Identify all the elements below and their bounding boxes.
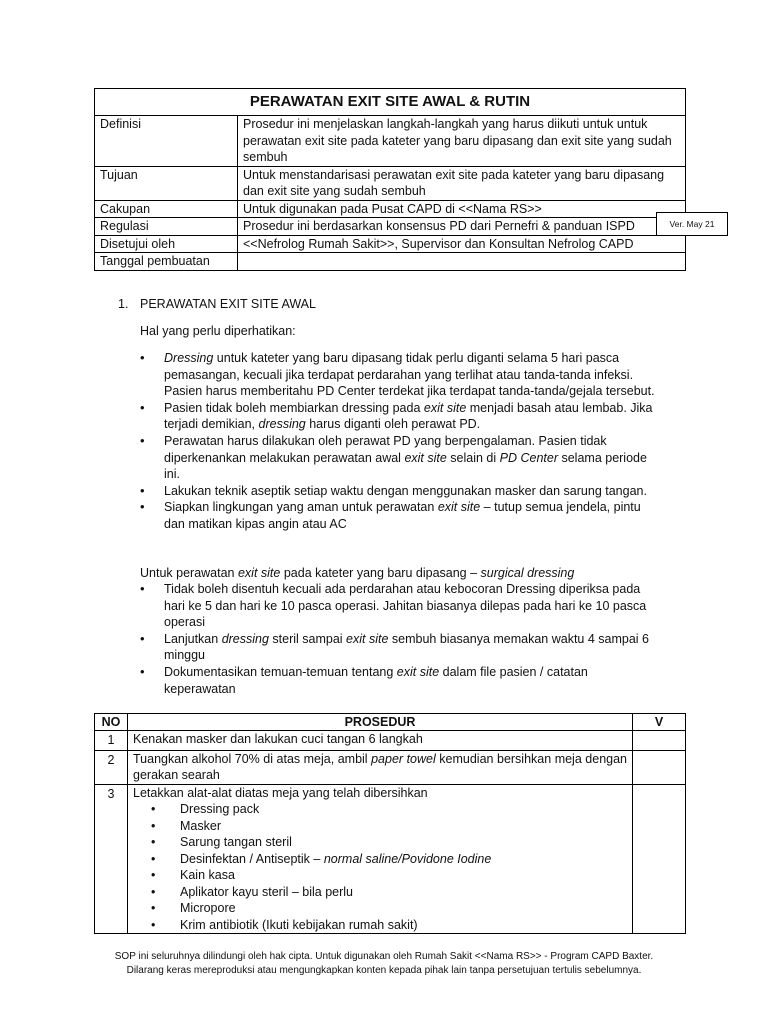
header-label: Cakupan xyxy=(95,200,238,218)
footer-line: Dilarang keras mereproduksi atau mengungkapkan konten kepada pihak lain tanpa persetujuan tertulis sebelumnya. xyxy=(126,965,642,976)
table-row xyxy=(95,750,686,784)
section-heading xyxy=(118,296,316,313)
list-item: • Krim antibiotik (Ikuti kebijakan rumah sakit) xyxy=(133,917,627,934)
column-header-prosedur: PROSEDUR xyxy=(128,714,633,731)
item-text: pada kateter yang baru dipasang – xyxy=(280,566,481,580)
header-row-tujuan xyxy=(95,166,686,200)
header-label: Disetujui oleh xyxy=(95,235,238,253)
row-text: Kenakan masker dan lakukan cuci tangan 6 langkah xyxy=(128,731,633,751)
item-text: kemudian bersihkan meja dengan gerakan searah xyxy=(133,751,628,782)
item-text: sembuh biasanya memakan waktu 4 sampai 6 minggu xyxy=(164,631,649,663)
emphasis-text: paper towel xyxy=(371,751,436,766)
emphasis-text: exit site xyxy=(437,500,481,515)
emphasis-text: normal saline/Povidone Iodine xyxy=(323,851,492,866)
list-item: • Sarung tangan steril xyxy=(133,834,627,851)
list-item xyxy=(133,851,627,868)
check-cell xyxy=(633,784,686,934)
check-cell xyxy=(633,731,686,751)
table-header-row xyxy=(95,714,686,731)
list-item: • Aplikator kayu steril – bila perlu xyxy=(133,884,627,901)
subsection-intro xyxy=(140,565,574,582)
row-text xyxy=(128,784,633,934)
header-label: Tujuan xyxy=(95,166,238,200)
list-item xyxy=(140,433,660,483)
emphasis-text: surgical dressing xyxy=(480,566,575,580)
header-label: Definisi xyxy=(95,116,238,167)
header-row-definisi xyxy=(95,116,686,167)
row-number: 1 xyxy=(95,731,128,751)
item-text: Siapkan lingkungan yang aman untuk perawatan xyxy=(164,500,438,515)
header-value: Prosedur ini menjelaskan langkah-langkah yang harus diikuti untuk untuk perawatan exit site pada kateter yang baru dipasang dan exit site yang sudah sembuh xyxy=(238,116,686,167)
header-row-regulasi xyxy=(95,218,686,236)
list-item: • Dressing pack xyxy=(133,801,627,818)
procedure-table xyxy=(94,713,686,934)
item-text: Desinfektan / Antiseptik – xyxy=(180,851,324,866)
list-item: • Micropore xyxy=(133,900,627,917)
emphasis-text: exit site xyxy=(237,566,281,580)
item-text: Untuk perawatan xyxy=(140,566,238,580)
header-value: Prosedur ini berdasarkan konsensus PD dari Pernefri & panduan ISPD xyxy=(238,218,686,236)
item-text: selama periode ini. xyxy=(164,450,647,482)
header-label: Tanggal pembuatan xyxy=(95,253,238,271)
header-row-tanggal xyxy=(95,253,686,271)
version-label: Ver. May 21 xyxy=(656,212,728,236)
item-text: steril sampai xyxy=(268,631,347,646)
table-row xyxy=(95,784,686,934)
item-text: selain di xyxy=(446,450,500,465)
list-item xyxy=(140,499,660,532)
item-text: Pasien tidak boleh membiarkan dressing pada xyxy=(164,400,424,415)
copyright-footer xyxy=(60,950,708,978)
document-title: PERAWATAN EXIT SITE AWAL & RUTIN xyxy=(95,89,686,116)
list-item xyxy=(140,631,660,664)
row-number: 2 xyxy=(95,750,128,784)
item-text: Perawatan harus dilakukan oleh perawat PD yang berpengalaman. Pasien tidak diperkenankan melakukan perawatan awal xyxy=(164,433,607,465)
emphasis-text: exit site xyxy=(346,631,389,646)
item-text: untuk kateter yang baru dipasang tidak perlu diganti selama 5 hari pasca pemasangan, kecuali jika terdapat perdarahan yang terlihat atau tanda-tanda infeksi. Pasien harus memberitahu PD Center terdekat jika terdapat tanda-tanda/gejala tersebut. xyxy=(164,351,655,399)
emphasis-text: exit site xyxy=(423,400,467,415)
section-number: 1. xyxy=(118,297,129,311)
emphasis-text: dressing xyxy=(258,417,306,432)
header-value: <<Nefrolog Rumah Sakit>>, Supervisor dan Konsultan Nefrolog CAPD xyxy=(238,235,686,253)
list-item xyxy=(140,483,660,500)
header-value: Untuk menstandarisasi perawatan exit site pada kateter yang baru dipasang dan exit site yang sudah sembuh xyxy=(238,166,686,200)
emphasis-text: Dressing xyxy=(164,351,214,365)
surgical-dressing-list xyxy=(140,581,660,697)
item-text: – tutup semua jendela, pintu dan matikan kipas angin atau AC xyxy=(164,500,641,531)
list-item: • Masker xyxy=(133,818,627,835)
sop-header-table xyxy=(94,88,686,271)
footer-line: SOP ini seluruhnya dilindungi oleh hak cipta. Untuk digunakan oleh Rumah Sakit <<Nama RS>> - Program CAPD Baxter. xyxy=(114,951,654,962)
equipment-list xyxy=(133,801,627,933)
row-number: 3 xyxy=(95,784,128,934)
emphasis-text: exit site xyxy=(396,664,440,679)
header-value xyxy=(238,253,686,271)
item-text: Tuangkan alkohol 70% di atas meja, ambil xyxy=(133,751,372,766)
row-text xyxy=(128,750,633,784)
item-text: dalam file pasien / catatan keperawatan xyxy=(164,664,588,696)
item-text: Lanjutkan xyxy=(164,631,222,646)
header-row-cakupan xyxy=(95,200,686,218)
item-text: Tidak boleh disentuh kecuali ada perdarahan atau kebocoran Dressing diperiksa pada hari ke 5 dan hari ke 10 pasca operasi. Jahitan biasanya dilepas pada hari ke 10 pasca operasi xyxy=(164,582,647,630)
notes-list xyxy=(140,350,660,533)
column-header-v: V xyxy=(633,714,686,731)
item-text: Letakkan alat-alat diatas meja yang telah dibersihkan xyxy=(133,785,428,800)
list-item xyxy=(140,664,660,697)
list-item: • Kain kasa xyxy=(133,867,627,884)
list-item xyxy=(140,400,660,433)
header-row-disetujui xyxy=(95,235,686,253)
item-text: Dokumentasikan temuan-temuan tentang xyxy=(164,664,397,679)
table-row xyxy=(95,731,686,751)
item-text: menjadi basah atau lembab. Jika terjadi demikian, xyxy=(164,400,653,432)
emphasis-text: dressing xyxy=(221,631,269,646)
item-text: Lakukan teknik aseptik setiap waktu dengan menggunakan masker dan sarung tangan. xyxy=(164,483,647,498)
emphasis-text: PD Center xyxy=(499,450,558,465)
item-text: harus diganti oleh perawat PD. xyxy=(305,417,481,432)
list-item xyxy=(140,350,660,400)
section-intro: Hal yang perlu diperhatikan: xyxy=(140,324,296,338)
emphasis-text: exit site xyxy=(404,450,447,465)
header-label: Regulasi xyxy=(95,218,238,236)
header-value: Untuk digunakan pada Pusat CAPD di <<Nama RS>> xyxy=(238,200,686,218)
check-cell xyxy=(633,750,686,784)
section-title: PERAWATAN EXIT SITE AWAL xyxy=(140,297,316,311)
column-header-no: NO xyxy=(95,714,128,731)
list-item xyxy=(140,581,660,631)
